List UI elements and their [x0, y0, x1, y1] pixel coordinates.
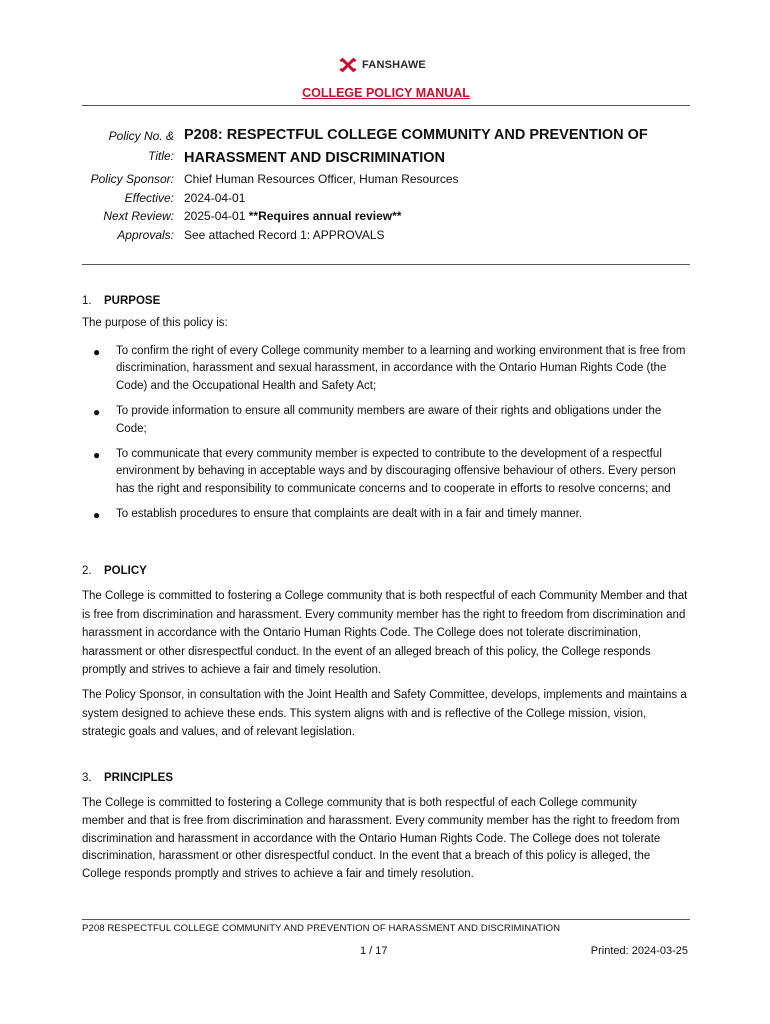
approvals-row	[0, 226, 680, 244]
bullet-icon: ●	[93, 508, 101, 523]
footer-divider	[82, 919, 690, 920]
next-review-label: Next Review:	[103, 209, 174, 223]
policy-sponsor-row	[0, 170, 680, 188]
policy-title: P208: RESPECTFUL COLLEGE COMMUNITY AND PREVENTION OF HARASSMENT AND DISCRIMINATION	[184, 127, 648, 166]
next-review-row	[0, 207, 680, 225]
bullet-icon: ●	[93, 405, 101, 420]
purpose-bullet-text: To provide information to ensure all community members are aware of their rights and obligations under the Code;	[116, 405, 662, 435]
approvals-value: See attached Record 1: APPROVALS	[184, 228, 385, 242]
printed-date: Printed: 2024-03-25	[590, 945, 688, 957]
policy-sponsor-label: Policy Sponsor:	[90, 172, 174, 186]
principles-paragraph-1: The College is committed to fostering a College community that is both respectful of each College community member and that is free from discrimination and harassment. Every community member has the right to freedom from discrimination and harassment in accordance with the Ontario Human Rights Code. The College does not tolerate discrimination, harassment or other disrespectful conduct. In the event that a breach of this policy is alleged, the College responds promptly and strives to achieve a fair and timely resolution.	[82, 797, 680, 881]
purpose-bullet-text: To establish procedures to ensure that complaints are dealt with in a fair and timely manner.	[116, 508, 582, 521]
list-item	[82, 446, 692, 498]
logo-wordmark: FANSHAWE	[362, 59, 426, 71]
bullet-icon: ●	[93, 448, 101, 463]
list-item	[82, 403, 692, 438]
fanshawe-logo	[338, 56, 426, 74]
policy-sponsor-value: Chief Human Resources Officer, Human Resources	[184, 172, 459, 186]
principles-heading-text: PRINCIPLES	[104, 772, 174, 784]
approvals-label: Approvals:	[117, 228, 174, 242]
list-item	[82, 343, 692, 395]
next-review-value: 2025-04-01	[184, 209, 246, 223]
effective-row	[0, 189, 680, 207]
policy-title-label: Policy No. & Title:	[108, 129, 174, 163]
policy-paragraph-2: The Policy Sponsor, in consultation with the Joint Health and Safety Committee, develops, implements and maintains a system designed to achieve these ends. This system aligns with and is reflective of the College mission, vision, strategic goals and values, and of relevant legislation.	[82, 689, 687, 738]
manual-title: COLLEGE POLICY MANUAL	[302, 86, 470, 100]
purpose-number: 1.	[82, 295, 92, 307]
policy-title-row	[0, 124, 680, 170]
header-bottom-divider	[82, 264, 690, 265]
effective-label: Effective:	[124, 191, 174, 205]
principles-heading	[82, 772, 173, 784]
page-number: 1 / 17	[360, 945, 388, 957]
purpose-intro: The purpose of this policy is:	[82, 317, 228, 329]
purpose-bullet-text: To communicate that every community member is expected to contribute to the development of a respectful environment by behaving in acceptable ways and by discouraging offensive behaviour of others. Every person has the right and responsibility to communicate concerns and to cooperate in efforts to resolve concerns; and	[116, 448, 676, 495]
purpose-bullet-text: To confirm the right of every College community member to a learning and working environment that is free from discrimination, harassment and sexual harassment, in accordance with the Ontario Human Rights Code (the Code) and the Occupational Health and Safety Act;	[116, 345, 686, 392]
principles-number: 3.	[82, 772, 92, 784]
effective-value: 2024-04-01	[184, 191, 246, 205]
policy-heading-text: POLICY	[104, 565, 147, 577]
header-divider	[82, 105, 690, 106]
bullet-icon: ●	[93, 345, 101, 359]
footer-doc-title: P208 RESPECTFUL COLLEGE COMMUNITY AND PREVENTION OF HARASSMENT AND DISCRIMINATION	[82, 923, 561, 934]
policy-paragraph-1: The College is committed to fostering a College community that is both respectful of each Community Member and that is free from discrimination and harassment. Every community member has the right to freedom from discrimination and harassment in accordance with the Ontario Human Rights Code. The College does not tolerate discrimination, harassment or other disrespectful conduct. In the event of an alleged breach of this policy, the College responds promptly and strives to achieve a fair and timely resolution.	[82, 590, 688, 676]
list-item	[82, 506, 692, 523]
policy-heading	[82, 565, 147, 577]
fanshawe-logo-icon	[338, 56, 358, 74]
next-review-value-wrap	[184, 207, 680, 225]
policy-number: 2.	[82, 565, 92, 577]
purpose-bullet-list	[82, 343, 692, 532]
purpose-heading-text: PURPOSE	[104, 295, 161, 307]
next-review-note: **Requires annual review**	[248, 209, 402, 223]
purpose-heading	[82, 295, 160, 307]
